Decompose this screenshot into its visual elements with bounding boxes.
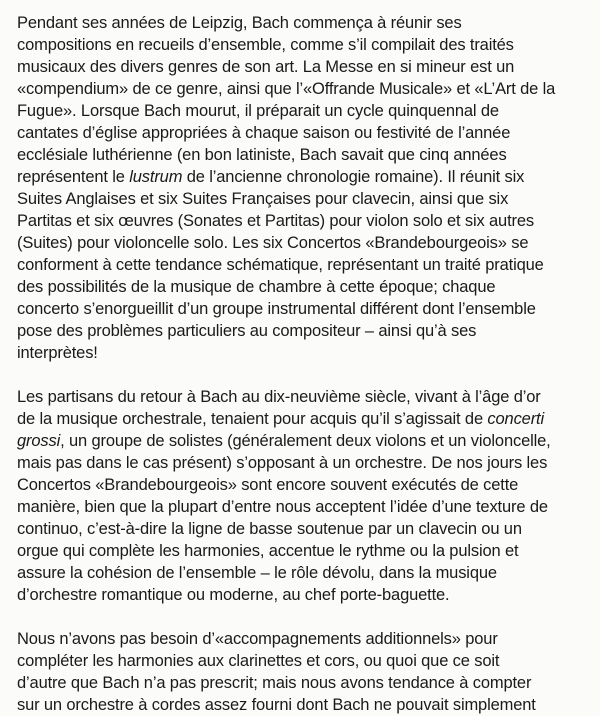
- text-line: cantates d’église appropriées à chaque saison ou festivité de l’année: [17, 124, 511, 142]
- text-line: conforment à cette tendance schématique, représentant un traité pratique: [17, 256, 544, 274]
- italic-term: lustrum: [129, 168, 183, 186]
- text-line: orgue qui complète les harmonies, accentue le rythme ou la pulsion et: [17, 542, 519, 560]
- paragraph-2: [17, 386, 587, 606]
- text-line: Nous n’avons pas besoin d’«accompagnements additionnels» pour: [17, 630, 498, 648]
- text-line: d’orchestre romantique ou moderne, au chef porte-baguette.: [17, 586, 450, 604]
- text-line: compléter les harmonies aux clarinettes et cors, ou quoi que ce soit: [17, 652, 500, 670]
- text-line: représentent le lustrum de l’ancienne chronologie romaine). Il réunit six: [17, 168, 525, 186]
- text-line: manière, bien que la plupart d’entre nous acceptent l’idée d’une texture de: [17, 498, 548, 516]
- paragraph-1: [17, 12, 587, 364]
- text-line: pose des problèmes particuliers au compositeur – ainsi qu’à ses: [17, 322, 477, 340]
- italic-term: grossi: [17, 432, 61, 450]
- text-line: d’autre que Bach n’a pas prescrit; mais nous avons tendance à compter: [17, 674, 532, 692]
- text-line: grossi, un groupe de solistes (généralement deux violons et un violoncelle,: [17, 432, 551, 450]
- text-line: des possibilités de la musique de chambre à cette époque; chaque: [17, 278, 496, 296]
- text-line: «compendium» de ce genre, ainsi que l’«Offrande Musicale» et «L’Art de la: [17, 80, 556, 98]
- text-line: mais pas dans le cas présent) s’opposant à un orchestre. De nos jours les: [17, 454, 548, 472]
- text-line: compositions en recueils d’ensemble, comme s’il compilait des traités: [17, 36, 514, 54]
- paragraph-3: [17, 628, 587, 716]
- text-line: continuo, c’est-à-dire la ligne de basse soutenue par un clavecin ou un: [17, 520, 522, 538]
- text-line: interprètes!: [17, 344, 98, 362]
- text-line: Pendant ses années de Leipzig, Bach commença à réunir ses: [17, 14, 462, 32]
- text-line: Les partisans du retour à Bach au dix-neuvième siècle, vivant à l’âge d’or: [17, 388, 541, 406]
- text-line: Partitas et six œuvres (Sonates et Partitas) pour violon solo et six autres: [17, 212, 534, 230]
- paragraph-gap: [17, 364, 587, 386]
- text-line: (Suites) pour violoncelle solo. Les six Concertos «Brandebourgeois» se: [17, 234, 529, 252]
- text-line: ecclésiale luthérienne (en bon latiniste, Bach savait que cinq années: [17, 146, 507, 164]
- text-line: Concertos «Brandebourgeois» sont encore souvent exécutés de cette: [17, 476, 519, 494]
- text-line: assure la cohésion de l’ensemble – le rôle dévolu, dans la musique: [17, 564, 497, 582]
- document-page: [17, 12, 587, 716]
- text-line: concerto s’enorgueillit d’un groupe instrumental différent dont l’ensemble: [17, 300, 536, 318]
- text-line: de la musique orchestrale, tenaient pour acquis qu’il s’agissait de concerti: [17, 410, 544, 428]
- text-line: Suites Anglaises et six Suites Françaises pour clavecin, ainsi que six: [17, 190, 509, 208]
- text-line: Fugue». Lorsque Bach mourut, il préparait un cycle quinquennal de: [17, 102, 499, 120]
- italic-term: concerti: [487, 410, 544, 428]
- text-line: sur un orchestre à cordes assez fourni dont Bach ne pouvait simplement: [17, 696, 536, 714]
- paragraph-gap: [17, 606, 587, 628]
- text-line: musicaux des divers genres de son art. La Messe en si mineur est un: [17, 58, 515, 76]
